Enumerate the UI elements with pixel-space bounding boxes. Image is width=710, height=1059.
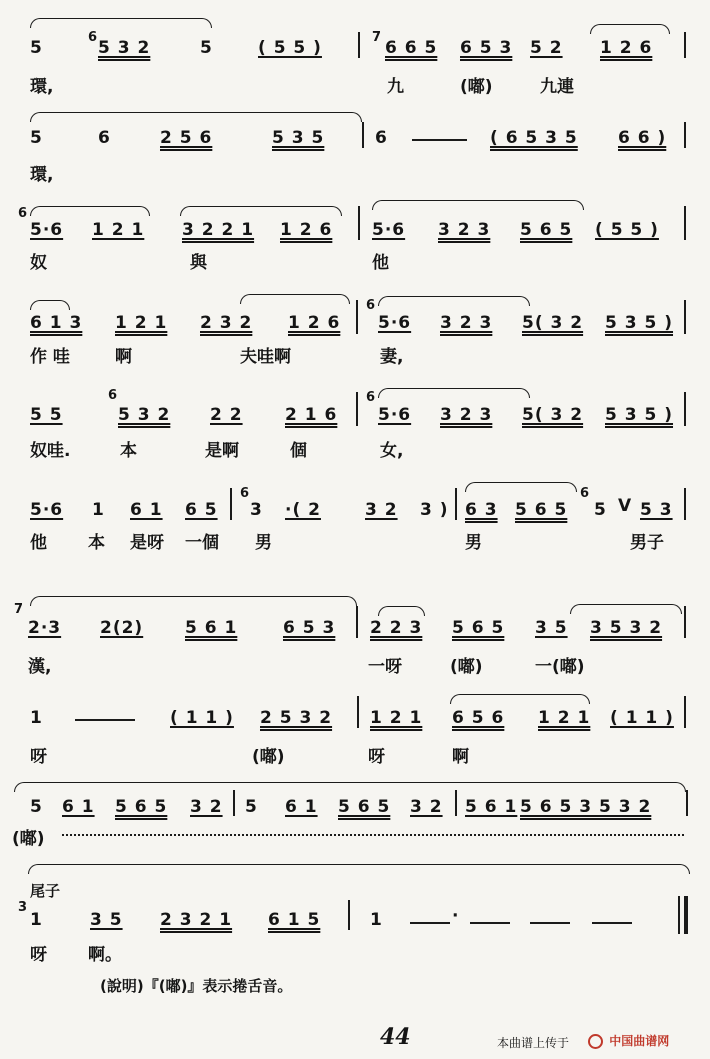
note: ( 1 1 )	[170, 708, 234, 728]
grace-note: 6	[580, 486, 590, 501]
bar-line	[455, 790, 457, 816]
grace-note: 6	[108, 388, 118, 403]
note: 2 1 6	[285, 405, 338, 425]
grace-note: 7	[372, 30, 382, 45]
slur	[240, 294, 350, 304]
note: 5 3 2	[118, 405, 171, 425]
note: 5 6 5	[520, 220, 573, 240]
note: 5( 3 2	[522, 405, 584, 425]
dash	[75, 719, 135, 721]
grace-note: 6	[240, 486, 250, 501]
bar-line	[684, 696, 686, 728]
final-bar-line	[684, 896, 688, 934]
note: 1 2 1	[370, 708, 423, 728]
bar-line	[684, 488, 686, 520]
lyric: (嘟)	[460, 77, 493, 97]
grace-note: 6	[366, 390, 376, 405]
note: 6 1 3	[30, 313, 83, 333]
slur	[378, 388, 530, 398]
slur	[30, 112, 362, 122]
bar-line	[358, 32, 360, 58]
note: 5 6 1	[465, 797, 518, 817]
lyric: 一(嘟)	[535, 657, 585, 677]
lyric: 男	[465, 533, 482, 553]
note: 3 2 3	[438, 220, 491, 240]
note: 1 2 1	[92, 220, 145, 240]
note: 2 2	[210, 405, 243, 425]
bar-line	[678, 896, 680, 934]
note: 5 3 2	[98, 38, 151, 58]
note: 5 5	[30, 405, 63, 425]
note: 6 6 5	[385, 38, 438, 58]
bar-line	[684, 122, 686, 148]
lyric: 啊。	[88, 945, 122, 965]
note: 6 5	[185, 500, 218, 520]
note: 1 2 1	[115, 313, 168, 333]
note: 6 1 5	[268, 910, 321, 930]
lyric: 他	[30, 533, 47, 553]
dash	[530, 922, 570, 924]
note: 5 3	[640, 500, 673, 520]
site-name: 中国曲谱网	[609, 1034, 670, 1048]
site-logo[interactable]	[588, 1032, 669, 1049]
note: 6	[98, 128, 111, 148]
note: 3 )	[420, 500, 449, 520]
note: 3 5	[90, 910, 123, 930]
page-number: 44	[380, 1024, 411, 1050]
lyric: 呀	[30, 747, 47, 767]
note: 5 6 5 3 5 3 2	[520, 797, 652, 817]
note: 5 6 1	[185, 618, 238, 638]
note: ( 1 1 )	[610, 708, 674, 728]
note: ·	[452, 906, 460, 926]
lyric: 九	[387, 77, 404, 97]
note: 5	[594, 500, 607, 520]
note: 2 5 6	[160, 128, 213, 148]
note: 5 6 5	[515, 500, 568, 520]
note: 5·6	[378, 313, 412, 333]
note: 2 2 3	[370, 618, 423, 638]
slur	[30, 596, 357, 606]
bar-line	[356, 300, 358, 334]
note: ( 5 5 )	[595, 220, 659, 240]
slur	[372, 200, 584, 210]
slur	[378, 296, 530, 306]
lyric: 本	[88, 533, 105, 553]
lyric: 環,	[30, 165, 54, 185]
note: 5( 3 2	[522, 313, 584, 333]
note: 5 2	[530, 38, 563, 58]
slur	[570, 604, 682, 614]
note: 5·6	[30, 500, 64, 520]
dash	[592, 922, 632, 924]
bar-line	[684, 32, 686, 58]
note: 5·6	[372, 220, 406, 240]
breath-mark: V	[618, 496, 633, 516]
bar-line	[684, 392, 686, 426]
bar-line	[230, 488, 232, 520]
lyric: 女,	[380, 441, 404, 461]
slur	[30, 206, 150, 216]
lyric: 呀	[30, 945, 47, 965]
note: 1	[92, 500, 105, 520]
note: 5	[30, 38, 43, 58]
lyric: 漢,	[28, 657, 52, 677]
note: 5·6	[30, 220, 64, 240]
note: 6 1	[62, 797, 95, 817]
note: 3 5	[535, 618, 568, 638]
note: 5 3 5	[272, 128, 325, 148]
lyric: 啊	[452, 747, 469, 767]
slur	[378, 606, 425, 616]
lyric: 九連	[540, 77, 574, 97]
slur	[465, 482, 577, 492]
lyric: 男	[255, 533, 272, 553]
lyric: 他	[372, 253, 389, 273]
note: 5 3 5 )	[605, 405, 674, 425]
note: 6 6 )	[618, 128, 667, 148]
bar-line	[356, 392, 358, 426]
bar-line	[357, 696, 359, 728]
note: 3 2 3	[440, 405, 493, 425]
note: 5	[200, 38, 213, 58]
lyric: 一呀	[368, 657, 402, 677]
note: 6	[375, 128, 388, 148]
explanation-note: (說明)『(嘟)』表示捲舌音。	[100, 977, 293, 995]
bar-line	[356, 606, 358, 638]
bar-line	[684, 206, 686, 240]
dash	[412, 139, 467, 141]
note: 3 2	[190, 797, 223, 817]
note: 6 5 3	[460, 38, 513, 58]
note: 2(2)	[100, 618, 144, 638]
bar-line	[455, 488, 457, 520]
note: 3 2 3	[440, 313, 493, 333]
note: 1 2 6	[600, 38, 653, 58]
note: ·( 2	[285, 500, 321, 520]
slur	[180, 206, 342, 216]
note: 3 2	[365, 500, 398, 520]
lyric: (嘟)	[12, 829, 45, 849]
bar-line	[686, 790, 688, 816]
note: 3 5 3 2	[590, 618, 663, 638]
note: 1 2 1	[538, 708, 591, 728]
note: 3 2	[410, 797, 443, 817]
bar-line	[233, 790, 235, 816]
lyric: 妻,	[380, 347, 404, 367]
grace-note: 6	[88, 30, 98, 45]
lyric: 環,	[30, 77, 54, 97]
lyric: 奴哇.	[30, 441, 71, 461]
note: 6 1	[285, 797, 318, 817]
note: 6 5 3	[283, 618, 336, 638]
grace-note: 6	[18, 206, 28, 221]
lyric: (嘟)	[252, 747, 285, 767]
note: 5	[30, 128, 43, 148]
lyric: 個	[290, 441, 307, 461]
lyric: 啊	[115, 347, 132, 367]
note: ( 5 5 )	[258, 38, 322, 58]
note: 2 5 3 2	[260, 708, 333, 728]
note: 5 6 5	[115, 797, 168, 817]
note: 2 3 2 1	[160, 910, 233, 930]
lyric: (嘟)	[450, 657, 483, 677]
note: 6 1	[130, 500, 163, 520]
bar-line	[684, 300, 686, 334]
note: 1	[30, 708, 43, 728]
note: 2·3	[28, 618, 62, 638]
note: 3 2 2 1	[182, 220, 255, 240]
grace-note: 3	[18, 900, 28, 915]
lyric: 一個	[185, 533, 219, 553]
tail-marker: 尾子	[30, 882, 61, 900]
grace-note: 7	[14, 602, 24, 617]
note: 3	[250, 500, 263, 520]
note: 6 3	[465, 500, 498, 520]
note: 5 6 5	[452, 618, 505, 638]
grace-note: 6	[366, 298, 376, 313]
upload-credit: 本曲谱上传于	[497, 1036, 570, 1050]
lyric: 夫哇啊	[240, 347, 291, 367]
note: ( 6 5 3 5	[490, 128, 578, 148]
lyric: 呀	[368, 747, 385, 767]
note: 6 5 6	[452, 708, 505, 728]
slur	[590, 24, 670, 34]
slur	[30, 300, 70, 310]
note: 2 3 2	[200, 313, 253, 333]
note: 5	[245, 797, 258, 817]
bar-line	[684, 606, 686, 638]
slur	[14, 782, 686, 792]
lyric: 男子	[630, 533, 664, 553]
note: 5 6 5	[338, 797, 391, 817]
note: 1 2 6	[280, 220, 333, 240]
dash	[410, 922, 450, 924]
lyric: 是啊	[205, 441, 239, 461]
note: 1	[30, 910, 43, 930]
bar-line	[362, 122, 364, 148]
note: 1 2 6	[288, 313, 341, 333]
note: 5	[30, 797, 43, 817]
bar-line	[358, 206, 360, 240]
slur	[30, 18, 212, 28]
lyric: 本	[120, 441, 137, 461]
dotted-extension-line	[62, 834, 684, 836]
logo-icon	[588, 1034, 603, 1049]
note: 5 3 5 )	[605, 313, 674, 333]
lyric: 奴	[30, 253, 47, 273]
bar-line	[348, 900, 350, 930]
dash	[470, 922, 510, 924]
slur	[28, 864, 690, 874]
note: 5·6	[378, 405, 412, 425]
lyric: 作 哇	[30, 347, 70, 367]
lyric: 與	[190, 253, 207, 273]
lyric: 是呀	[130, 533, 164, 553]
note: 1	[370, 910, 383, 930]
slur	[450, 694, 590, 704]
